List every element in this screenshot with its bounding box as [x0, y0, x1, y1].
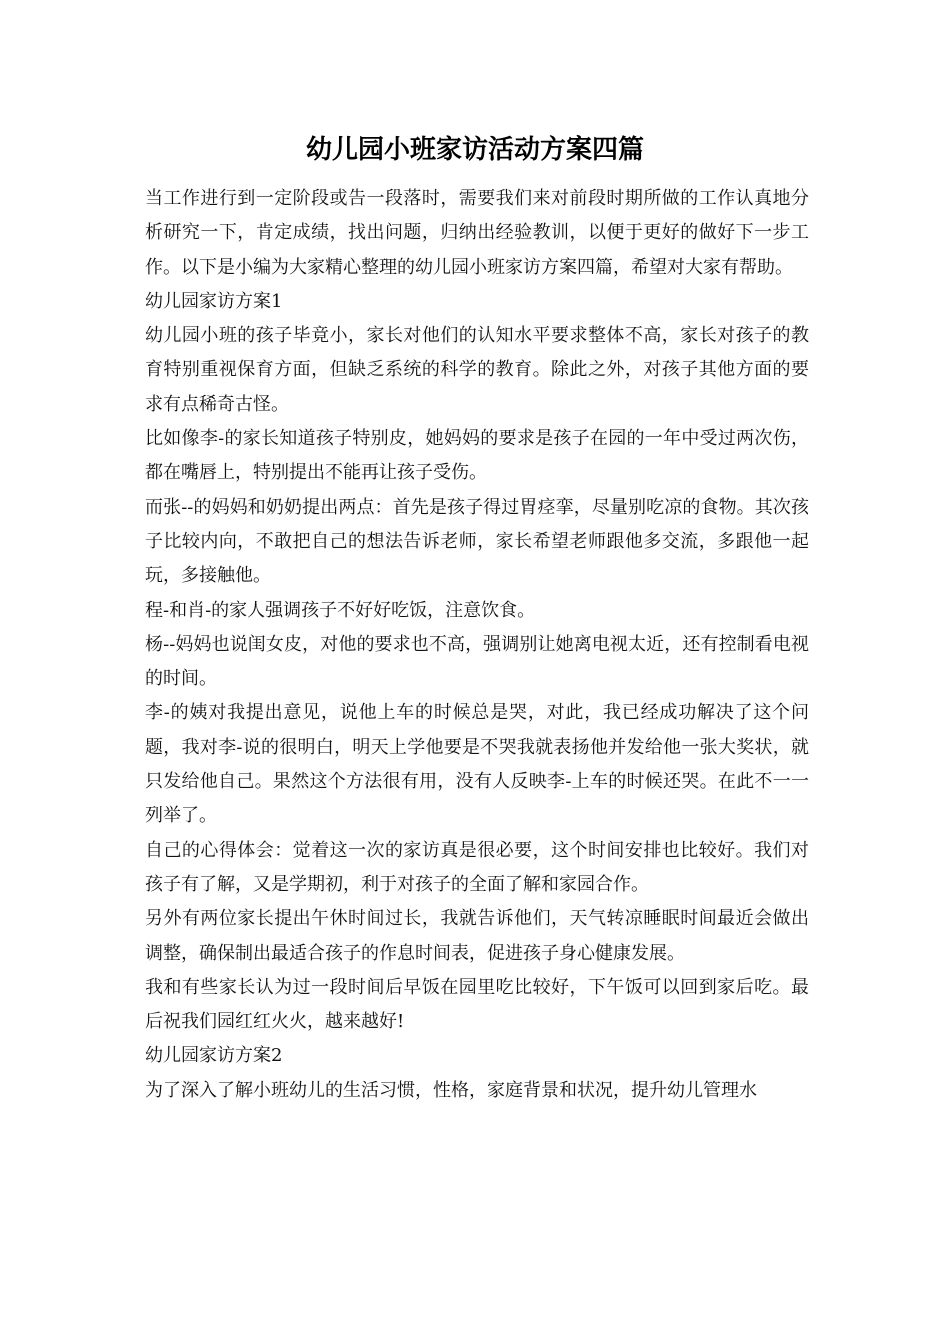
body-paragraph: 我和有些家长认为过一段时间后早饭在园里吃比较好，下午饭可以回到家后吃。最后祝我们园红红火火，越来越好!	[145, 976, 809, 1033]
body-paragraph: 幼儿园小班的孩子毕竟小，家长对他们的认知水平要求整体不高，家长对孩子的教育特别重视保育方面，但缺乏系统的科学的教育。除此之外，对孩子其他方面的要求有点稀奇古怪。	[145, 325, 809, 415]
body-paragraph: 为了深入了解小班幼儿的生活习惯，性格，家庭背景和状况，提升幼儿管理水	[145, 1079, 757, 1101]
section-heading-plan-2: 幼儿园家访方案2	[145, 1045, 283, 1067]
body-paragraph: 程-和肖-的家人强调孩子不好好吃饭，注意饮食。	[145, 599, 536, 621]
body-paragraph: 而张--的妈妈和奶奶提出两点：首先是孩子得过胃痉挛，尽量别吃凉的食物。其次孩子比较内向，不敢把自己的想法告诉老师，家长希望老师跟他多交流，多跟他一起玩，多接触他。	[145, 496, 809, 587]
body-paragraph: 杨--妈妈也说闺女皮，对他的要求也不高，强调别让她离电视太近，还有控制看电视的时间。	[145, 633, 809, 690]
section-heading-plan-1: 幼儿园家访方案1	[145, 290, 283, 312]
document-title: 幼儿园小班家访活动方案四篇	[305, 135, 644, 165]
body-paragraph: 李-的姨对我提出意见，说他上车的时候总是哭，对此，我已经成功解决了这个问题，我对李-说的很明白，明天上学他要是不哭我就表扬他并发给他一张大奖状，就只发给他自己。果然这个方法很有用，没有人反映李-上车的时候还哭。在此不一一列举了。	[145, 702, 809, 827]
body-paragraph: 比如像李-的家长知道孩子特别皮，她妈妈的要求是孩子在园的一年中受过两次伤，都在嘴唇上，特别提出不能再让孩子受伤。	[145, 428, 809, 484]
body-paragraph: 自己的心得体会：觉着这一次的家访真是很必要，这个时间安排也比较好。我们对孩子有了解，又是学期初，利于对孩子的全面了解和家园合作。	[145, 839, 809, 895]
intro-paragraph: 当工作进行到一定阶段或告一段落时，需要我们来对前段时期所做的工作认真地分析研究一下，肯定成绩，找出问题，归纳出经验教训，以便于更好的做好下一步工作。以下是小编为大家精心整理的幼儿园小班家访方案四篇，希望对大家有帮助。	[145, 188, 809, 278]
body-paragraph: 另外有两位家长提出午休时间过长，我就告诉他们，天气转凉睡眠时间最近会做出调整，确保制出最适合孩子的作息时间表，促进孩子身心健康发展。	[145, 908, 809, 964]
document-body	[145, 182, 809, 1108]
